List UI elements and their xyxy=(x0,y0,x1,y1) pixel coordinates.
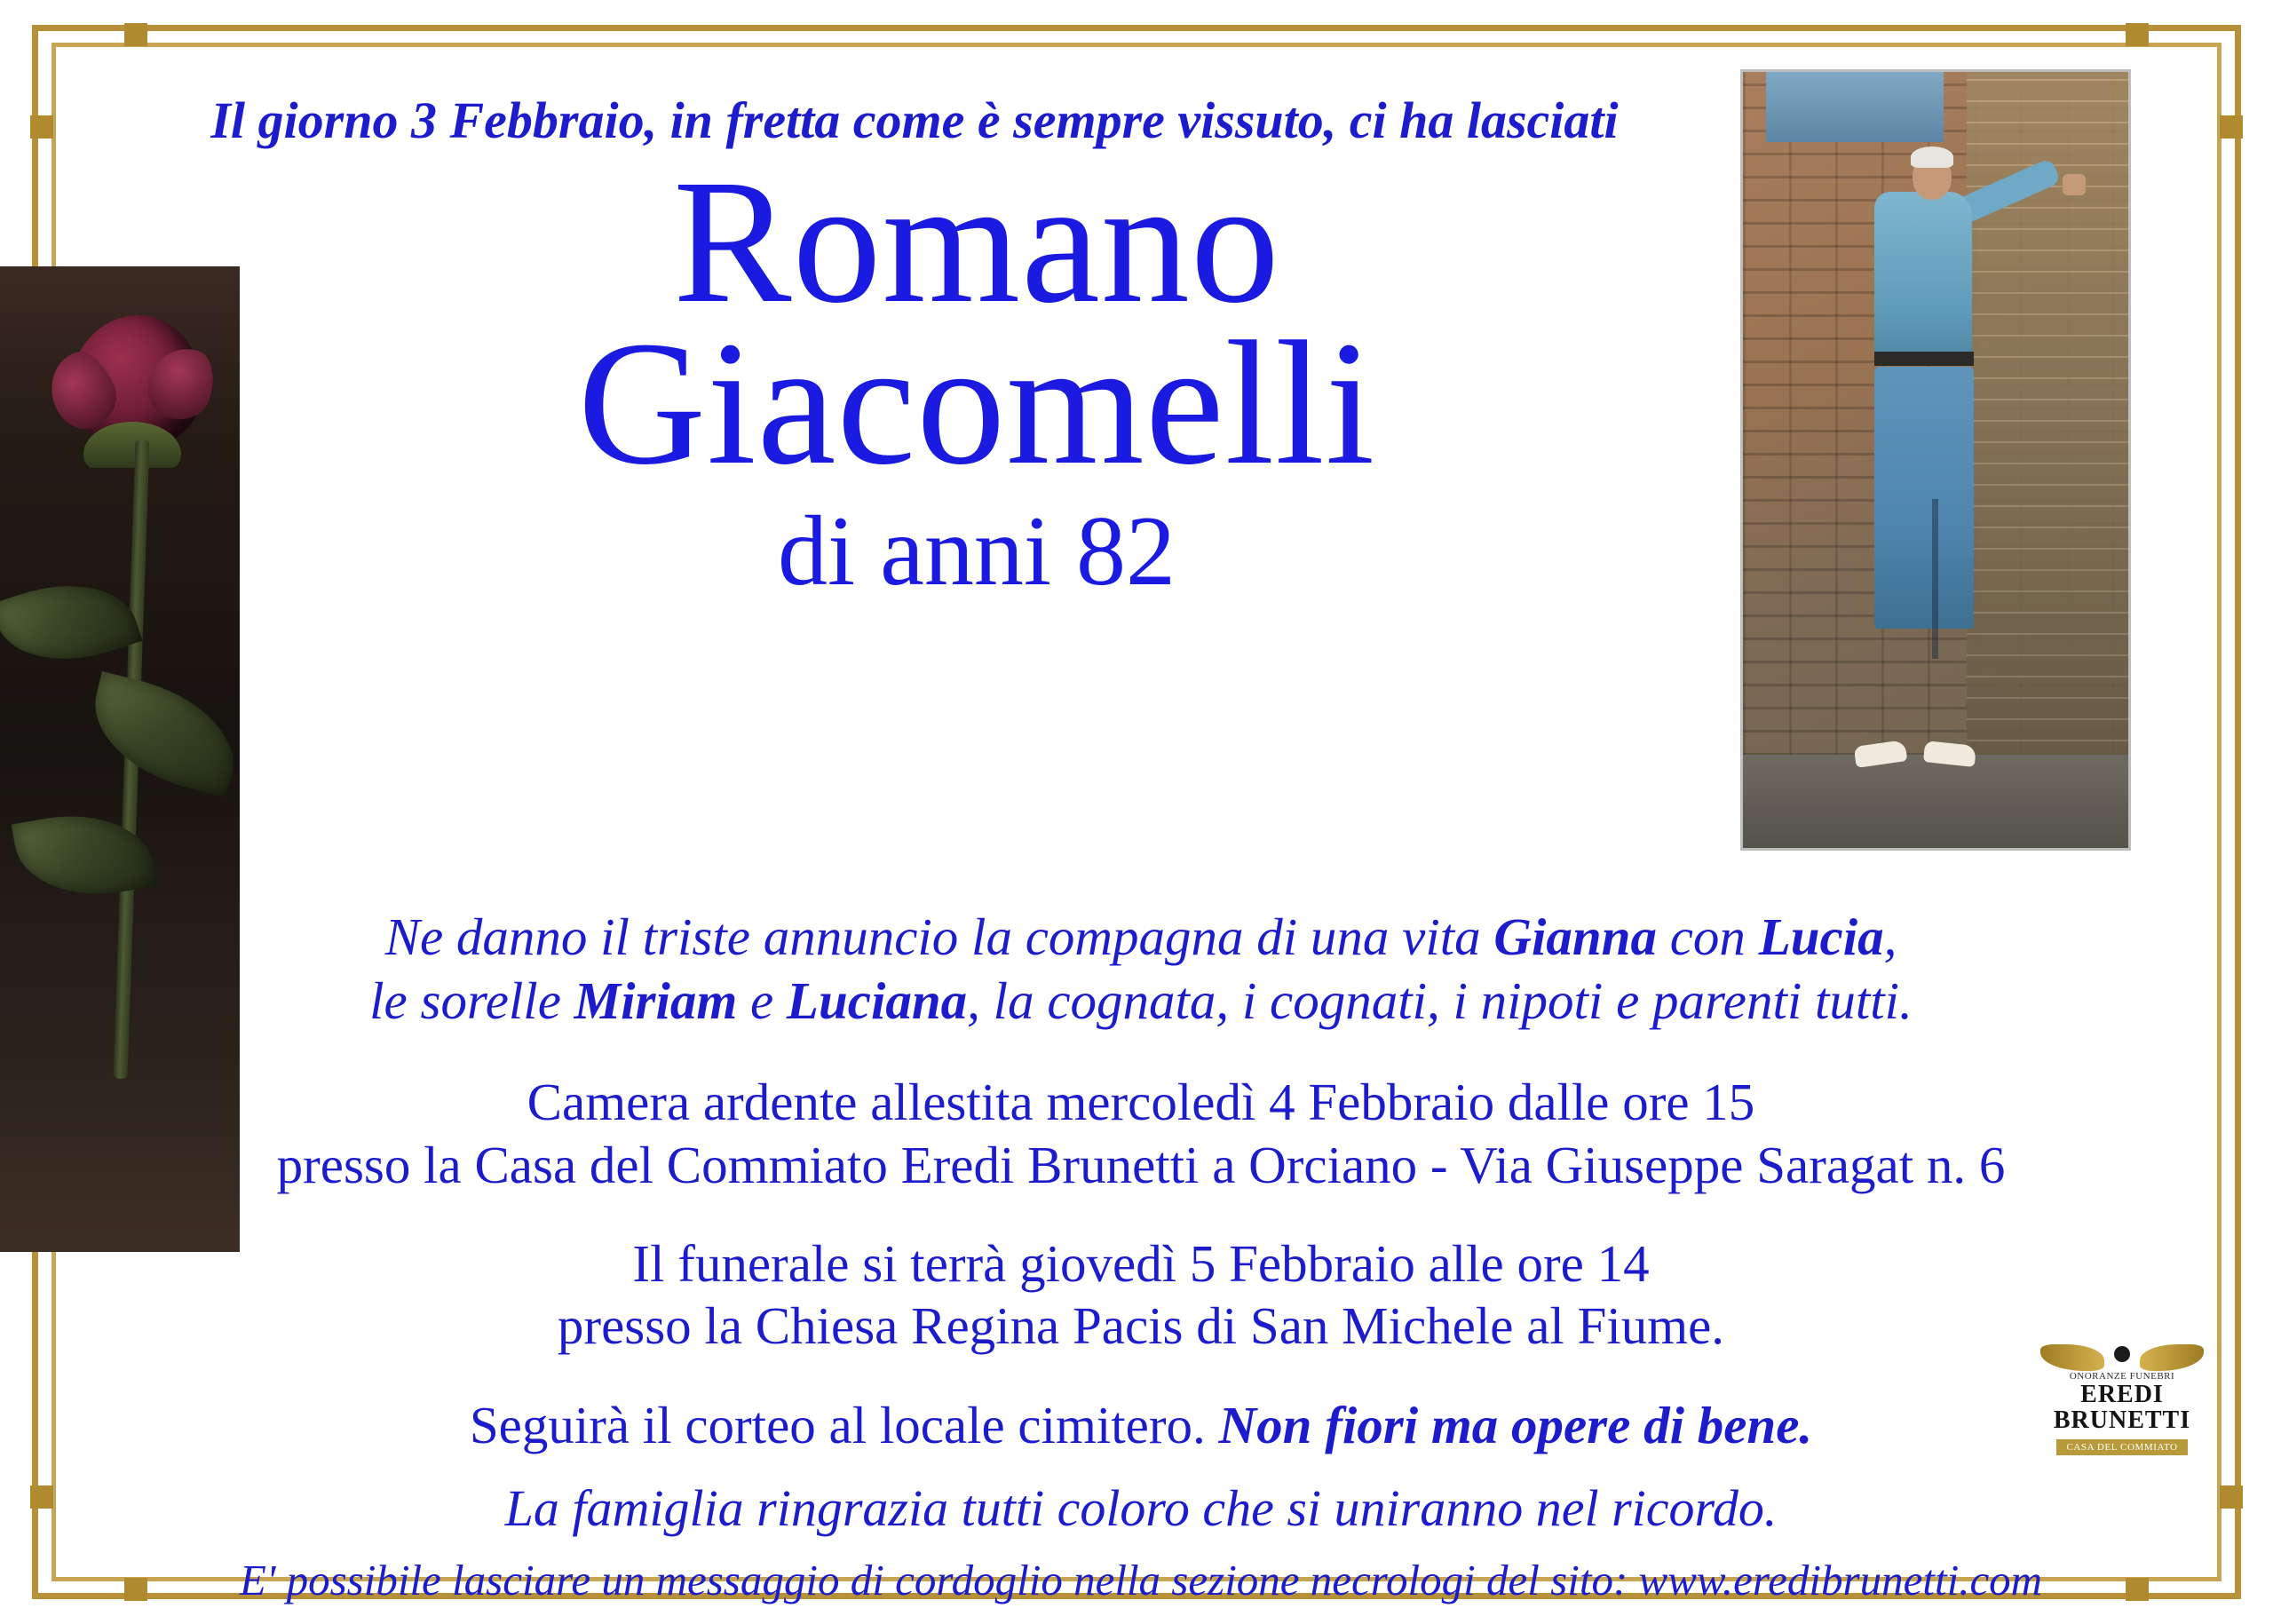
funeral-line-2: presso la Chiesa Regina Pacis di San Michele al Fiume. xyxy=(557,1296,1725,1356)
frame-corner-tick-bl-h xyxy=(124,1578,147,1601)
website-note: E' possibile lasciare un messaggio di cordoglio nella sezione necrologi del sito: www.eredibrunetti.com xyxy=(239,1556,2043,1605)
family-paragraph xyxy=(151,906,2131,1034)
logo-bottom-bar: CASA DEL COMMIATO xyxy=(2056,1439,2188,1455)
frame-corner-tick-tl-h xyxy=(124,23,147,46)
procession-text: Seguirà il corteo al locale cimitero. xyxy=(469,1396,1219,1455)
last-name: Giacomelli xyxy=(577,305,1376,502)
family-line2-mid: e xyxy=(737,970,787,1030)
wings-icon xyxy=(2033,1337,2211,1373)
family-line2-pre: le sorelle xyxy=(369,970,574,1030)
frame-corner-tick-tl-v xyxy=(30,115,53,139)
wing-center-dot-icon xyxy=(2114,1346,2130,1362)
thanks-paragraph: La famiglia ringrazia tutti coloro che si uniranno nel ricordo. xyxy=(504,1478,1778,1537)
wake-paragraph xyxy=(151,1071,2131,1197)
frame-corner-tick-br-v xyxy=(2220,1485,2243,1509)
wake-line-2: presso la Casa del Commiato Eredi Brunetti a Orciano - Via Giuseppe Saragat n. 6 xyxy=(276,1135,2006,1194)
poster-content xyxy=(80,53,2193,1605)
first-name: Romano xyxy=(673,144,1280,340)
wake-line-1: Camera ardente allestita mercoledì 4 Febbraio dalle ore 15 xyxy=(527,1072,1755,1131)
family-line1-post: , xyxy=(1883,907,1897,966)
funeral-paragraph xyxy=(151,1232,2131,1359)
family-line2-post: , la cognata, i cognati, i nipoti e parenti tutti. xyxy=(967,970,1913,1030)
family-name-lucia: Lucia xyxy=(1758,907,1884,966)
logo-name-line-2: BRUNETTI xyxy=(2053,1406,2191,1435)
wing-right-icon xyxy=(2140,1344,2204,1371)
procession-paragraph xyxy=(151,1393,2131,1459)
age-line: di anni 82 xyxy=(778,496,1176,606)
frame-corner-tick-bl-v xyxy=(30,1485,53,1509)
frame-corner-tick-tr-h xyxy=(2126,23,2149,46)
funeral-line-1: Il funerale si terrà giovedì 5 Febbraio alle ore 14 xyxy=(632,1233,1650,1293)
logo-name-line-1: EREDI xyxy=(2080,1381,2164,1408)
family-line1-mid: con xyxy=(1657,907,1759,966)
family-name-miriam: Miriam xyxy=(574,970,738,1030)
logo-top-line: ONORANZE FUNEBRI xyxy=(2069,1371,2175,1382)
family-line1-pre: Ne danno il triste annuncio la compagna di una vita xyxy=(384,907,1494,966)
intro-line: Il giorno 3 Febbraio, in fretta come è sempre vissuto, ci ha lasciati xyxy=(210,91,1619,149)
no-flowers-note: Non fiori ma opere di bene. xyxy=(1218,1396,1813,1455)
announcement-body xyxy=(151,906,2131,1607)
funeral-home-logo xyxy=(2033,1332,2211,1501)
family-name-gianna: Gianna xyxy=(1493,907,1657,966)
frame-corner-tick-tr-v xyxy=(2220,115,2243,139)
family-name-luciana: Luciana xyxy=(786,970,968,1030)
wing-left-icon xyxy=(2040,1344,2104,1371)
deceased-name-block xyxy=(213,144,1740,606)
